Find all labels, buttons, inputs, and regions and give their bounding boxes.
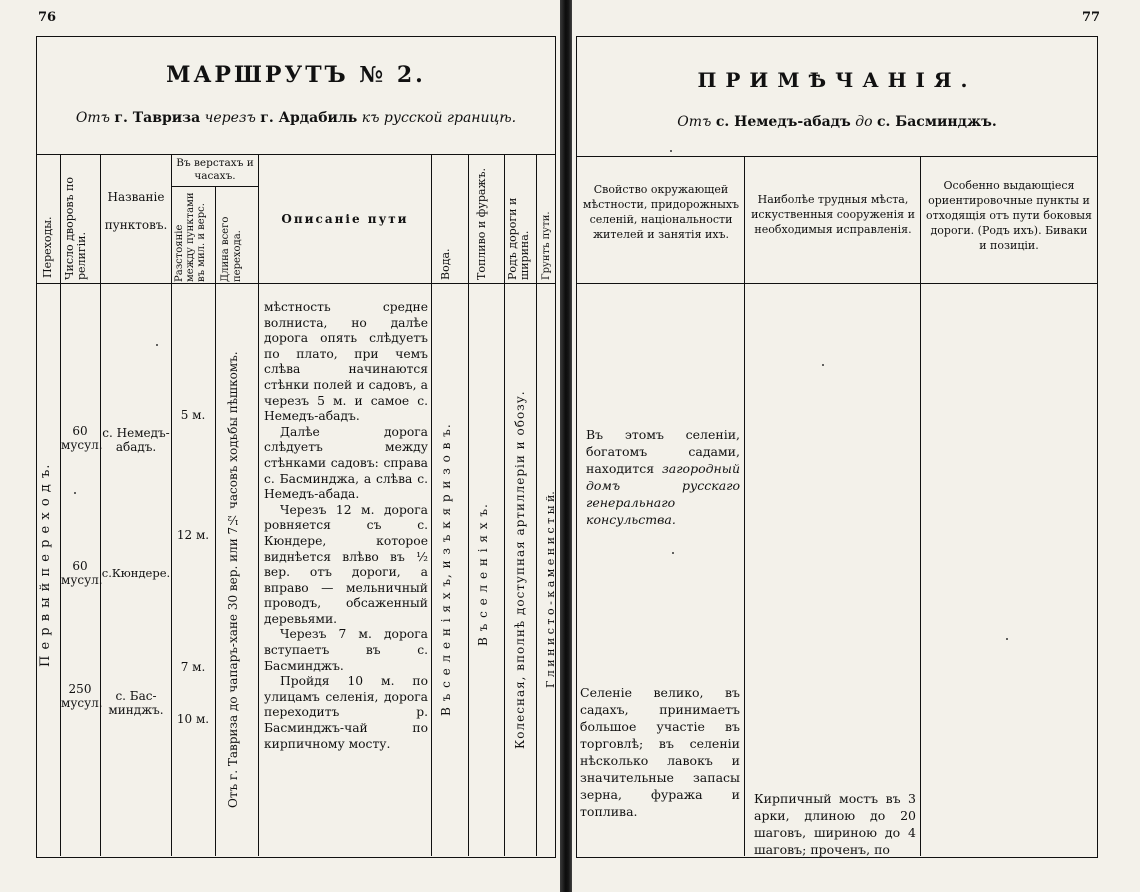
description-paragraph-3: Черезъ 12 м. дорога ровняется съ с. Кюндере, которое виднѣется влѣво въ ½ вер. отъ дороги, а вправо — мельничный проводъ, обсаженный деревьями. bbox=[264, 502, 428, 626]
row-1-name-l1: с. Немедъ- bbox=[102, 426, 170, 440]
print-dot bbox=[672, 552, 674, 554]
header-transitions: Переходы. bbox=[41, 216, 54, 278]
row-1-religion: мусул. bbox=[61, 438, 103, 452]
header-description: Описаніе пути bbox=[281, 212, 409, 226]
description-paragraph-1: мѣстность средне волниста, но далѣе дорога опять слѣдуетъ по плато, при чемъ слѣва начинаются стѣнки полей и садовъ, а черезъ 5 м. и самое с. Немедъ-абадъ. bbox=[264, 300, 428, 424]
print-dot bbox=[156, 344, 158, 346]
row-3-name bbox=[101, 689, 171, 717]
row-4-distance: 10 м. bbox=[176, 712, 210, 726]
water-note: В ъ с е л е н і я х ъ, и з ъ к я р и з о в ъ. bbox=[439, 423, 453, 717]
length-note: Отъ г. Тавриза до чапаръ-хане 30 вер. или 7½ часовъ ходьбы пѣшкомъ. bbox=[226, 351, 240, 809]
right-page bbox=[572, 0, 1140, 892]
subtitle-destination: къ русской границѣ. bbox=[361, 110, 517, 126]
note-basmindzh: Селеніе велико, въ садахъ, принимаетъ большое участіе въ торговлѣ; въ селеніи нѣсколько лавокъ и значительные запасы зерна, фуража и топлива. bbox=[580, 685, 740, 819]
header-point-name-l1: Названіе bbox=[107, 190, 165, 204]
col-rule bbox=[468, 154, 469, 856]
header-distance: Разстояніе между пунктами въ мил. и верс. bbox=[174, 192, 207, 282]
route-subtitle bbox=[36, 110, 556, 126]
notes-header-col3: Особенно выдающіеся ориентировочные пункты и отходящія отъ пути боковыя дороги. (Родъ ихъ). Биваки и позиціи. bbox=[926, 179, 1092, 252]
notes-header-top-rule bbox=[576, 156, 1098, 157]
col-rule bbox=[100, 154, 101, 856]
description-paragraph-5: Пройдя 10 м. по улицамъ селенія, дорога переходитъ р. Басминджъ-чай по кирпичному мосту. bbox=[264, 674, 428, 751]
page-number-left: 76 bbox=[38, 10, 57, 25]
header-water: Вода. bbox=[439, 248, 452, 280]
header-fuel: Топливо и фуражъ. bbox=[475, 167, 488, 280]
subtitle-from: Отъ bbox=[75, 110, 110, 126]
subtitle-via: черезъ bbox=[204, 110, 256, 126]
print-dot bbox=[670, 150, 672, 152]
notes-subtitle-from: Отъ bbox=[677, 114, 712, 130]
header-point-name-l2: пунктовъ. bbox=[104, 218, 168, 232]
row-1-households-count: 60 bbox=[72, 424, 88, 438]
description-paragraph-2: Далѣе дорога слѣдуетъ между стѣнками садовъ: справа с. Басминджа, а слѣва с. Немедъ-абада. bbox=[264, 424, 428, 502]
notes-col-rule bbox=[920, 156, 921, 856]
notes-subtitle-destination: с. Басминджъ. bbox=[876, 114, 997, 130]
soil-note: Г л и н и с т о - к а м е н и с т ы й. bbox=[544, 491, 557, 689]
header-bottom-rule bbox=[36, 283, 556, 284]
note-nemed-abad bbox=[586, 426, 740, 528]
notes-header-bottom-rule bbox=[576, 283, 1098, 284]
header-point-name bbox=[102, 190, 170, 232]
row-2-households-count: 60 bbox=[72, 559, 88, 573]
row-3-religion: мусул. bbox=[61, 696, 103, 710]
route-description bbox=[264, 300, 428, 752]
header-households: Число дворовъ по религіи. bbox=[63, 177, 88, 280]
notes-header-col1: Свойство окружающей мѣстности, придорожныхъ селеній, національности жителей и занятія ихъ. bbox=[582, 183, 740, 241]
header-top-rule bbox=[36, 154, 556, 155]
col-rule bbox=[258, 154, 259, 856]
notes-col-rule bbox=[744, 156, 745, 856]
row-3-distance: 7 м. bbox=[180, 660, 206, 674]
notes-subtitle bbox=[576, 114, 1098, 130]
notes-subtitle-origin: с. Немедъ-абадъ bbox=[715, 114, 851, 130]
col-rule bbox=[215, 186, 216, 856]
col-rule bbox=[60, 154, 61, 856]
header-versts-group: Въ верстахъ и часахъ. bbox=[176, 157, 254, 182]
fuel-note: В ъ с е л е н і я х ъ. bbox=[476, 503, 490, 647]
print-dot bbox=[1006, 638, 1008, 640]
header-length: Длина всего перехода. bbox=[220, 216, 243, 282]
col-rule bbox=[504, 154, 505, 856]
subtitle-waypoint: г. Ардабиль bbox=[260, 110, 358, 126]
note-nemed-abad-text: Въ этомъ селеніи, богатомъ садами, находится bbox=[586, 427, 740, 476]
print-dot bbox=[74, 492, 76, 494]
transition-label: П е р в ы й п е р е х о д ъ. bbox=[38, 463, 53, 667]
col-rule bbox=[171, 154, 172, 856]
header-road-kind: Родъ дороги и ширина. bbox=[506, 197, 531, 280]
row-3-name-l2: минджъ. bbox=[108, 703, 164, 717]
row-3-households-count: 250 bbox=[68, 682, 92, 696]
row-2-distance: 12 м. bbox=[176, 528, 210, 542]
notes-subtitle-to: до bbox=[855, 114, 873, 130]
page-number-right: 77 bbox=[1082, 10, 1101, 25]
row-1-households bbox=[61, 424, 103, 452]
col-rule bbox=[536, 154, 537, 856]
print-dot bbox=[822, 364, 824, 366]
header-soil: Грунтъ пути. bbox=[541, 211, 552, 280]
row-2-name: с.Кюндере. bbox=[101, 566, 171, 580]
row-3-name-l1: с. Бас- bbox=[115, 689, 157, 703]
row-1-distance: 5 м. bbox=[180, 408, 206, 422]
notes-title: ПРИМѢЧАНІЯ. bbox=[697, 68, 977, 92]
subtitle-origin: г. Тавриза bbox=[114, 110, 201, 126]
left-page bbox=[0, 0, 562, 892]
col-rule bbox=[431, 154, 432, 856]
description-paragraph-4: Черезъ 7 м. дорога вступаетъ въ с. Басминджъ. bbox=[264, 627, 428, 673]
row-1-name-l2: абадъ. bbox=[115, 440, 157, 454]
route-title: МАРШРУТЪ № 2. bbox=[166, 62, 426, 88]
row-3-households bbox=[61, 682, 103, 710]
row-1-name bbox=[101, 426, 171, 454]
row-2-religion: мусул. bbox=[61, 573, 103, 587]
notes-header-col2: Наиболѣе трудныя мѣста, искуственныя сооруженія и необходимыя исправленія. bbox=[751, 193, 915, 236]
road-kind-note: Колесная, вполнѣ доступная артиллеріи и обозу. bbox=[513, 390, 527, 750]
row-2-households bbox=[61, 559, 103, 587]
note-bridge: Кирпичный мостъ въ 3 арки, длиною до 20 шаговъ, шириною до 4 шаговъ; проченъ, по bbox=[754, 791, 916, 857]
note-nemed-abad-italic: загородный домъ русскаго генеральнаго консульства. bbox=[586, 461, 740, 527]
